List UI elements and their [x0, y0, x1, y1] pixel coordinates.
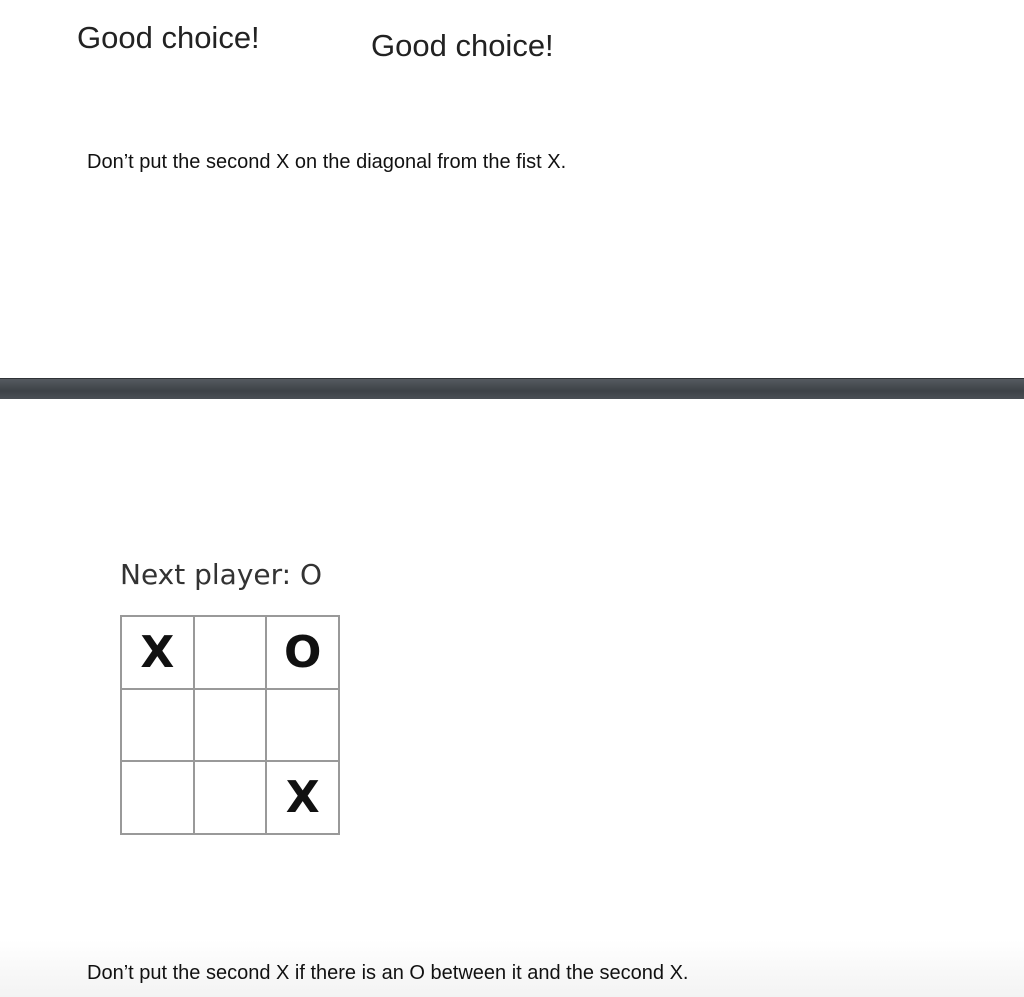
good-choice-label-2: Good choice! — [371, 28, 554, 63]
next-player-status: Next player: O — [120, 558, 323, 591]
board-square-3[interactable] — [121, 689, 194, 762]
good-choice-label-1: Good choice! — [77, 20, 260, 55]
section-divider — [0, 378, 1024, 399]
board-square-6[interactable] — [121, 761, 194, 834]
board-square-8[interactable]: X — [266, 761, 339, 834]
diagonal-tip: Don’t put the second X on the diagonal from the fist X. — [87, 151, 567, 173]
between-tip: Don’t put the second X if there is an O between it and the second X. — [87, 962, 689, 984]
tic-tac-toe-board — [120, 615, 340, 835]
board-square-5[interactable] — [266, 689, 339, 762]
board-square-1[interactable] — [194, 616, 267, 689]
board-square-2[interactable]: O — [266, 616, 339, 689]
board-square-0[interactable]: X — [121, 616, 194, 689]
board-square-4[interactable] — [194, 689, 267, 762]
board-square-7[interactable] — [194, 761, 267, 834]
